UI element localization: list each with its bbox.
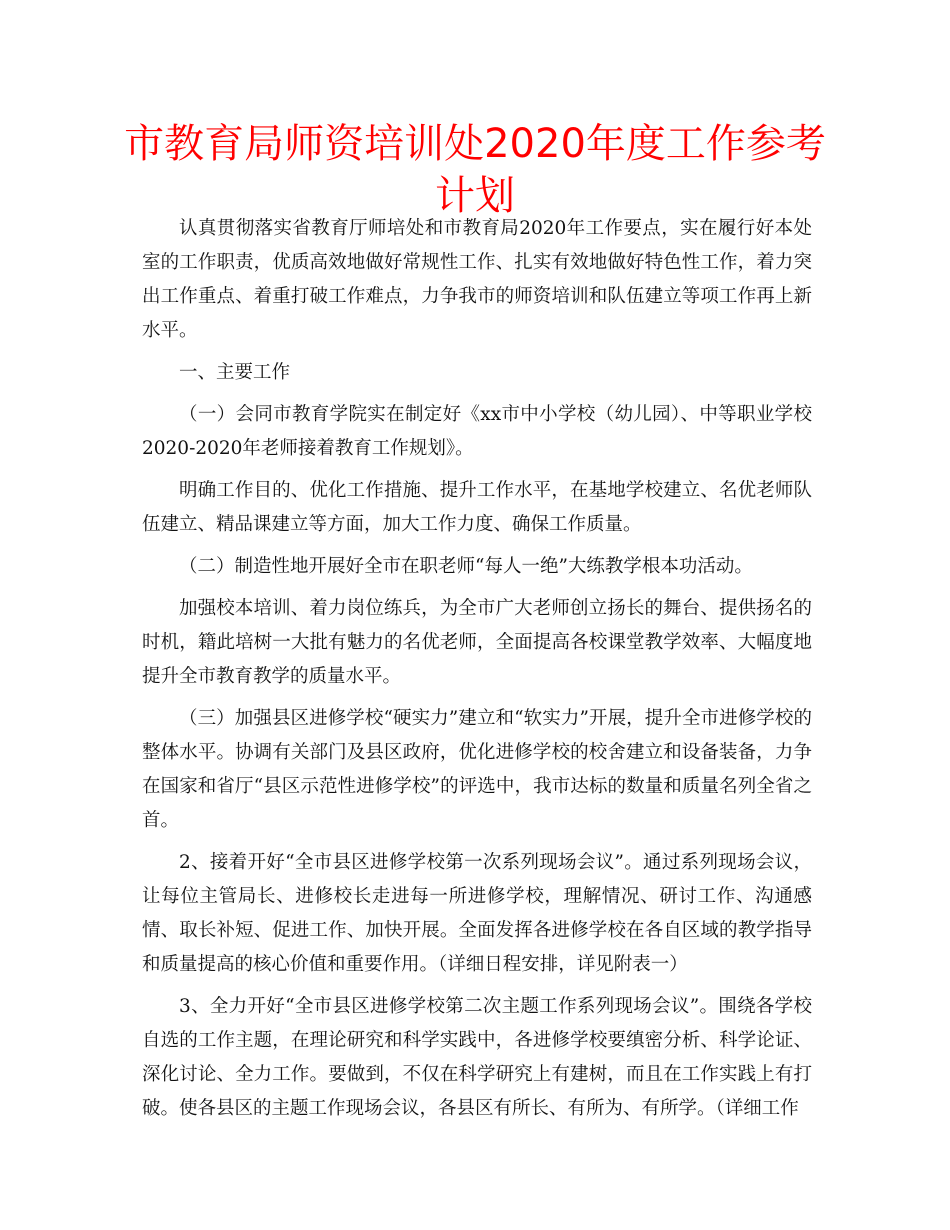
paragraph-item-1: （一）会同市教育学院实在制定好《xx市中小学校（幼儿园）、中等职业学校2020-2020年老师接着教育工作规划》。 bbox=[142, 404, 812, 459]
section-heading-main-work: 一、主要工作 bbox=[179, 362, 291, 383]
paragraph-point-2: 2、接着开好“全市县区进修学校第一次系列现场会议”。通过系列现场会议，让每位主管局长、进修校长走进每一所进修学校，理解情况、研讨工作、沟通感情、取长补短、促进工作、加快开展。全面发挥各进修学校在各自区域的教学指导和质量提高的核心价值和重要作用。（详细日程安排，详见附表一） bbox=[142, 852, 812, 975]
paragraph-point-3: 3、全力开好“全市县区进修学校第二次主题工作系列现场会议”。围绕各学校自选的工作主题，在理论研究和科学实践中，各进修学校要缜密分析、科学论证、深化讨论、全力工作。要做到，不仅在科学研究上有建树，而且在工作实践上有打破。使各县区的主题工作现场会议，各县区有所长、有所为、有所学。（详细工作 bbox=[142, 996, 812, 1119]
document-title: 市教育局师资培训处2020年度工作参考计划 bbox=[124, 121, 826, 219]
paragraph-intro: 认真贯彻落实省教育厅师培处和市教育局2020年工作要点，实在履行好本处室的工作职责，优质高效地做好常规性工作、扎实有效地做好特色性工作，着力突出工作重点、着重打破工作难点，力争我市的师资培训和队伍建立等项工作再上新水平。 bbox=[142, 218, 812, 341]
paragraph-item-2: （二）制造性地开展好全市在职老师“每人一绝”大练教学根本功活动。 bbox=[179, 556, 753, 577]
paragraph-item-2-detail: 加强校本培训、着力岗位练兵，为全市广大老师创立扬长的舞台、提供扬名的时机，籍此培树一大批有魅力的名优老师，全面提高各校课堂教学效率、大幅度地提升全市教育教学的质量水平。 bbox=[142, 598, 812, 687]
document-body bbox=[142, 212, 812, 1134]
paragraph-item-3: （三）加强县区进修学校“硬实力”建立和“软实力”开展，提升全市进修学校的整体水平。协调有关部门及县区政府，优化进修学校的校舍建立和设备装备，力争在国家和省厅“县区示范性进修学校”的评选中，我市达标的数量和质量名列全省之首。 bbox=[142, 708, 812, 831]
paragraph-item-1-detail: 明确工作目的、优化工作措施、提升工作水平，在基地学校建立、名优老师队伍建立、精品课建立等方面，加大工作力度、确保工作质量。 bbox=[142, 480, 812, 535]
